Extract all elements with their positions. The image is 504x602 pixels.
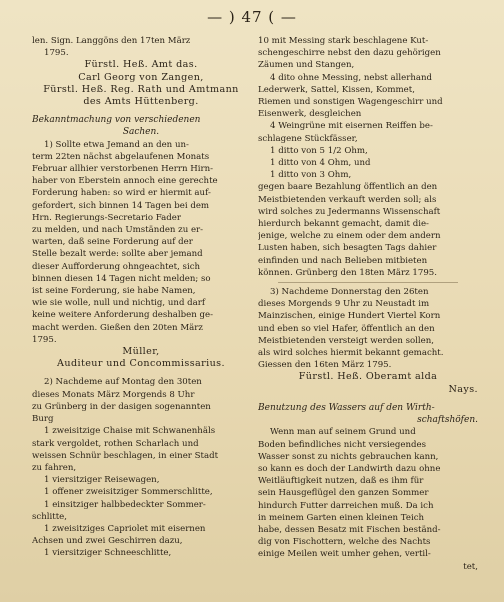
- text-line: jenige, welche zu einem oder dem andern: [258, 231, 441, 242]
- text-line: 1) Sollte etwa Jemand an den un-: [44, 139, 189, 150]
- text-line: Meistbietenden versteigt werden sollen,: [258, 335, 435, 346]
- text-line: Bekanntmachung von verschiedenen: [32, 115, 201, 126]
- text-line: Eisenwerk, desgleichen: [258, 109, 362, 120]
- text-line: 1 ditto von 3 Ohm,: [270, 170, 352, 181]
- text-line: Lederwerk, Sattel, Kissen, Kommet,: [258, 84, 415, 95]
- text-line: als wird solches hiermit bekannt gemacht.: [258, 348, 444, 359]
- text-line: schlagene Stückfässer,: [258, 133, 358, 144]
- left-column: [32, 35, 250, 560]
- text-line: 1 ditto von 4 Ohm, und: [270, 158, 371, 169]
- text-line: Carl Georg von Zangen,: [78, 71, 204, 83]
- text-line: len. Sign. Langgöns den 17ten März: [32, 36, 191, 46]
- text-line: 1 viersitziger Reisewagen,: [44, 475, 160, 486]
- text-line: des Amts Hüttenberg.: [83, 96, 199, 108]
- text-line: einfinden und nach Belieben mitbieten: [258, 255, 428, 266]
- text-line: zu Grünberg in der dasigen sogenannten: [32, 401, 211, 412]
- divider: [278, 282, 458, 283]
- text-line: stark vergoldet, rothen Scharlach und: [32, 438, 199, 449]
- text-line: schengeschirre nebst den dazu gehörigen: [258, 48, 441, 59]
- text-line: 1 viersitziger Schneeschlitte,: [44, 548, 172, 559]
- text-line: binnen diesen 14 Tagen nicht melden; so: [32, 273, 211, 284]
- text-line: hindurch Futter darreichen muß. Da ich: [258, 500, 434, 511]
- text-line: Meistbietenden verkauft werden soll; als: [258, 194, 437, 205]
- text-line: schlitte,: [32, 511, 67, 522]
- text-line: Fürstl. Heß. Amt das.: [84, 59, 198, 71]
- text-line: hierdurch bekannt gemacht, damit die-: [258, 219, 429, 230]
- text-line: gegen baare Bezahlung öffentlich an den: [258, 182, 438, 193]
- text-line: 1 zweisitziges Capriolet mit eisernen: [44, 523, 206, 534]
- text-line: Giessen den 16ten März 1795.: [258, 360, 392, 371]
- text-line: sein Hausgeflügel den ganzen Sommer: [258, 488, 429, 499]
- text-line: 1 zweisitzige Chaise mit Schwanenhäls: [44, 426, 216, 437]
- text-line: Hrn. Regierungs-Secretario Fader: [32, 212, 182, 223]
- text-line: ist seine Forderung, sie habe Namen,: [32, 286, 196, 297]
- text-line: Riemen und sonstigen Wagengeschirr und: [258, 97, 443, 108]
- text-line: wird solches zu Jedermanns Wissenschaft: [258, 206, 441, 217]
- text-line: wie sie wolle, null und nichtig, und darf: [32, 298, 206, 309]
- text-line: dieser Aufforderung ohngeachtet, sich: [32, 261, 201, 272]
- text-line: Wasser sonst zu nichts gebrauchen kann,: [258, 451, 439, 462]
- text-line: Februar allhier verstorbenen Herrn Hirn-: [32, 164, 214, 175]
- text-line: macht werden. Gießen den 20ten März: [32, 322, 203, 333]
- text-line: Lusten haben, sich besagten Tags dahier: [258, 243, 437, 254]
- text-line: 1795.: [32, 334, 57, 345]
- right-column: [258, 35, 478, 573]
- page-number: — ) 47 ( —: [207, 8, 297, 26]
- text-line: können. Grünberg den 18ten März 1795.: [258, 267, 437, 278]
- text-line: Stelle bezalt werde: sollte aber jemand: [32, 249, 203, 260]
- text-line: und eben so viel Hafer, öffentlich an den: [258, 323, 435, 334]
- text-line: Mainzischen, einige Hundert Viertel Korn: [258, 311, 441, 322]
- text-line: 1 ditto von 5 1/2 Ohm,: [270, 145, 368, 156]
- text-line: einige Meilen weit umher gehen, vertil-: [258, 549, 431, 560]
- text-line: habe, dessen Besatz mit Fischen beständ-: [258, 524, 441, 535]
- text-line: 4 Weingrüne mit eisernen Reiffen be-: [270, 121, 433, 132]
- text-line: zu melden, und nach Umständen zu er-: [32, 225, 204, 236]
- text-line: Achsen und zwei Geschirren dazu,: [32, 536, 183, 547]
- text-line: dieses Monats März Morgends 8 Uhr: [32, 389, 195, 400]
- text-line: term 22ten nächst abgelaufenen Monats: [32, 151, 210, 162]
- text-line: Nays.: [448, 383, 478, 395]
- text-line: Fürstl. Heß. Reg. Rath und Amtmann: [43, 83, 239, 95]
- text-line: Boden befindliches nicht versiegendes: [258, 439, 426, 450]
- text-line: zu fahren,: [32, 462, 77, 473]
- text-line: Forderung haben: so wird er hiermit auf-: [32, 188, 211, 199]
- text-line: weissen Schnür beschlagen, in einer Stadt: [32, 450, 219, 461]
- text-line: keine weitere Anforderung deshalben ge-: [32, 310, 213, 321]
- text-line: dieses Morgends 9 Uhr zu Neustadt im: [258, 299, 430, 310]
- text-line: 4 dito ohne Messing, nebst allerhand: [270, 72, 433, 83]
- text-line: Zäumen und Stangen,: [258, 60, 355, 71]
- text-line: 10 mit Messing stark beschlagene Kut-: [258, 36, 429, 46]
- text-line: haber von Eberstein annoch eine gerechte: [32, 176, 218, 187]
- text-line: tet,: [463, 561, 478, 572]
- text-line: warten, daß seine Forderung auf der: [32, 237, 193, 248]
- text-line: gefordert, sich binnen 14 Tagen bei dem: [32, 200, 210, 211]
- text-line: Auditeur und Concommissarius.: [57, 358, 225, 370]
- text-line: dig von Fischottern, welche des Nachts: [258, 537, 431, 548]
- text-line: schaftshöfen.: [417, 415, 478, 426]
- text-line: 3) Nachdeme Donnerstag den 26ten: [270, 287, 429, 298]
- text-line: 1 offener zweisitziger Sommerschlitte,: [44, 487, 213, 498]
- text-line: Sachen.: [122, 127, 160, 138]
- text-line: Benutzung des Wassers auf den Wirth-: [258, 402, 435, 413]
- text-line: Weitläuftigkeit nutzen, daß es ihm für: [258, 476, 424, 487]
- text-line: 1795.: [44, 48, 69, 59]
- text-line: Wenn man auf seinem Grund und: [270, 427, 416, 438]
- text-line: 2) Nachdeme auf Montag den 30ten: [44, 377, 202, 388]
- text-line: 1 einsitziger halbbedeckter Sommer-: [44, 499, 206, 510]
- text-line: Müller,: [122, 346, 160, 358]
- text-line: Burg: [32, 414, 54, 425]
- text-line: in meinem Garten einen kleinen Teich: [258, 512, 425, 523]
- text-line: Fürstl. Heß. Oberamt alda: [298, 371, 438, 383]
- text-line: so kann es doch der Landwirth dazu ohne: [258, 463, 441, 474]
